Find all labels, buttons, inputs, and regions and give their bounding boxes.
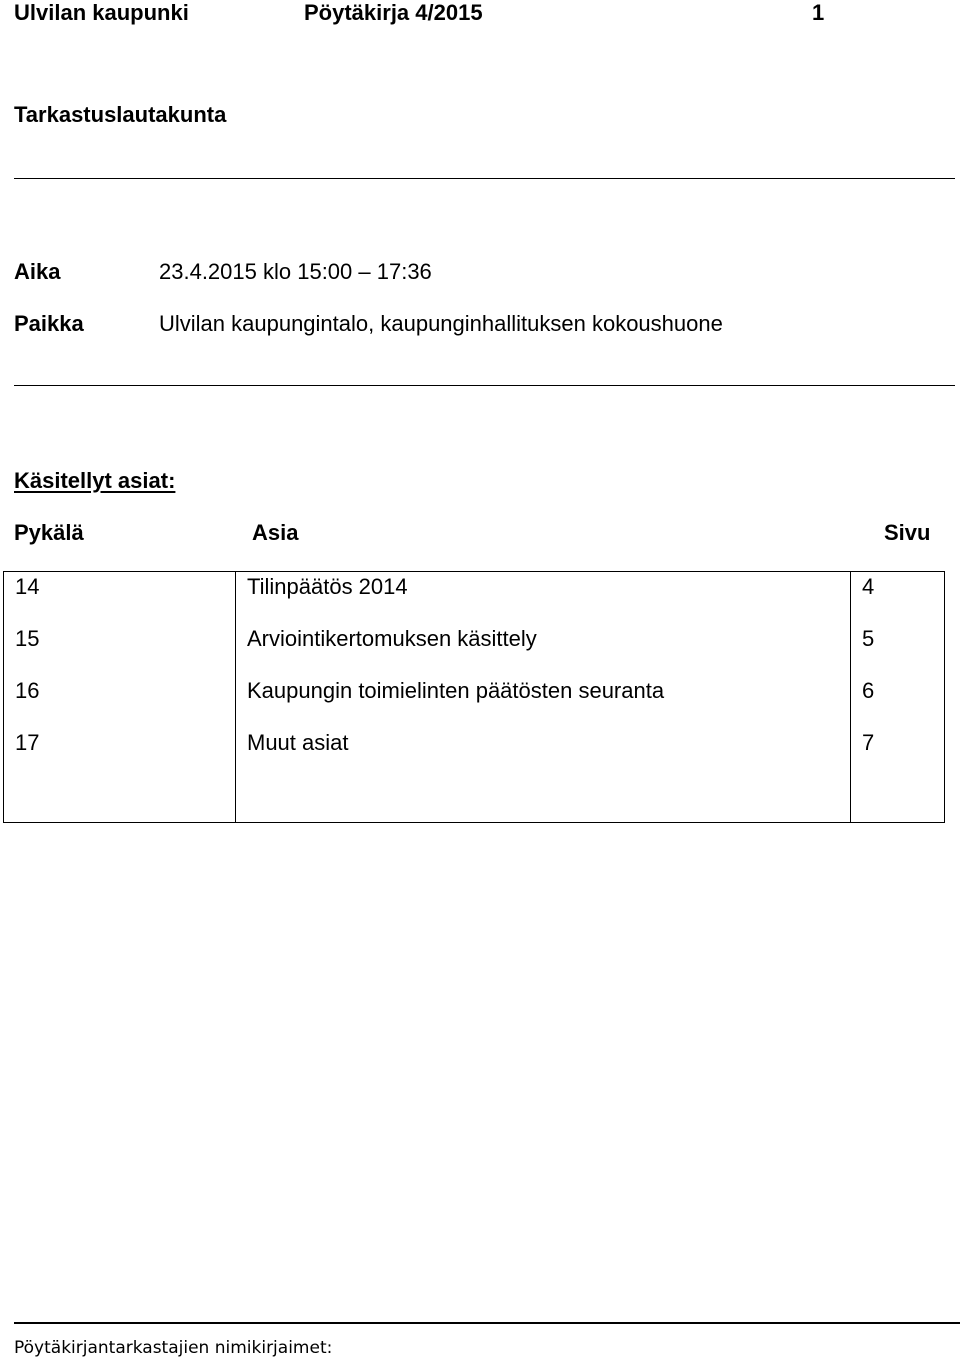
- divider-middle: [14, 385, 955, 386]
- footer-divider: [14, 1322, 960, 1324]
- column-header-subject: Asia: [252, 520, 299, 545]
- organization-name: Ulvilan kaupunki: [14, 0, 189, 25]
- row-section: 16: [15, 678, 40, 703]
- page-number: 1: [812, 0, 825, 25]
- row-page: 7: [862, 730, 875, 755]
- place-label: Paikka: [14, 311, 84, 336]
- row-subject: Tilinpäätös 2014: [247, 574, 408, 599]
- row-page: 6: [862, 678, 875, 703]
- row-subject: Muut asiat: [247, 730, 349, 755]
- row-page: 4: [862, 574, 875, 599]
- time-value: 23.4.2015 klo 15:00 – 17:36: [159, 259, 432, 284]
- column-header-section: Pykälä: [14, 520, 84, 545]
- initials-label: Pöytäkirjantarkastajien nimikirjaimet:: [14, 1338, 333, 1358]
- document-title: Pöytäkirja 4/2015: [304, 0, 483, 25]
- row-section: 14: [15, 574, 40, 599]
- agenda-table: [3, 571, 945, 823]
- divider-top: [14, 178, 955, 179]
- row-section: 15: [15, 626, 40, 651]
- row-subject: Kaupungin toimielinten päätösten seuranta: [247, 678, 665, 703]
- body-name: Tarkastuslautakunta: [14, 102, 227, 127]
- column-divider: [235, 572, 236, 822]
- agenda-heading: Käsitellyt asiat:: [14, 468, 176, 493]
- row-section: 17: [15, 730, 40, 755]
- place-value: Ulvilan kaupungintalo, kaupunginhallituksen kokoushuone: [159, 311, 723, 336]
- row-page: 5: [862, 626, 875, 651]
- time-label: Aika: [14, 259, 61, 284]
- row-subject: Arviointikertomuksen käsittely: [247, 626, 537, 651]
- column-header-page: Sivu: [884, 520, 931, 545]
- column-divider: [850, 572, 851, 822]
